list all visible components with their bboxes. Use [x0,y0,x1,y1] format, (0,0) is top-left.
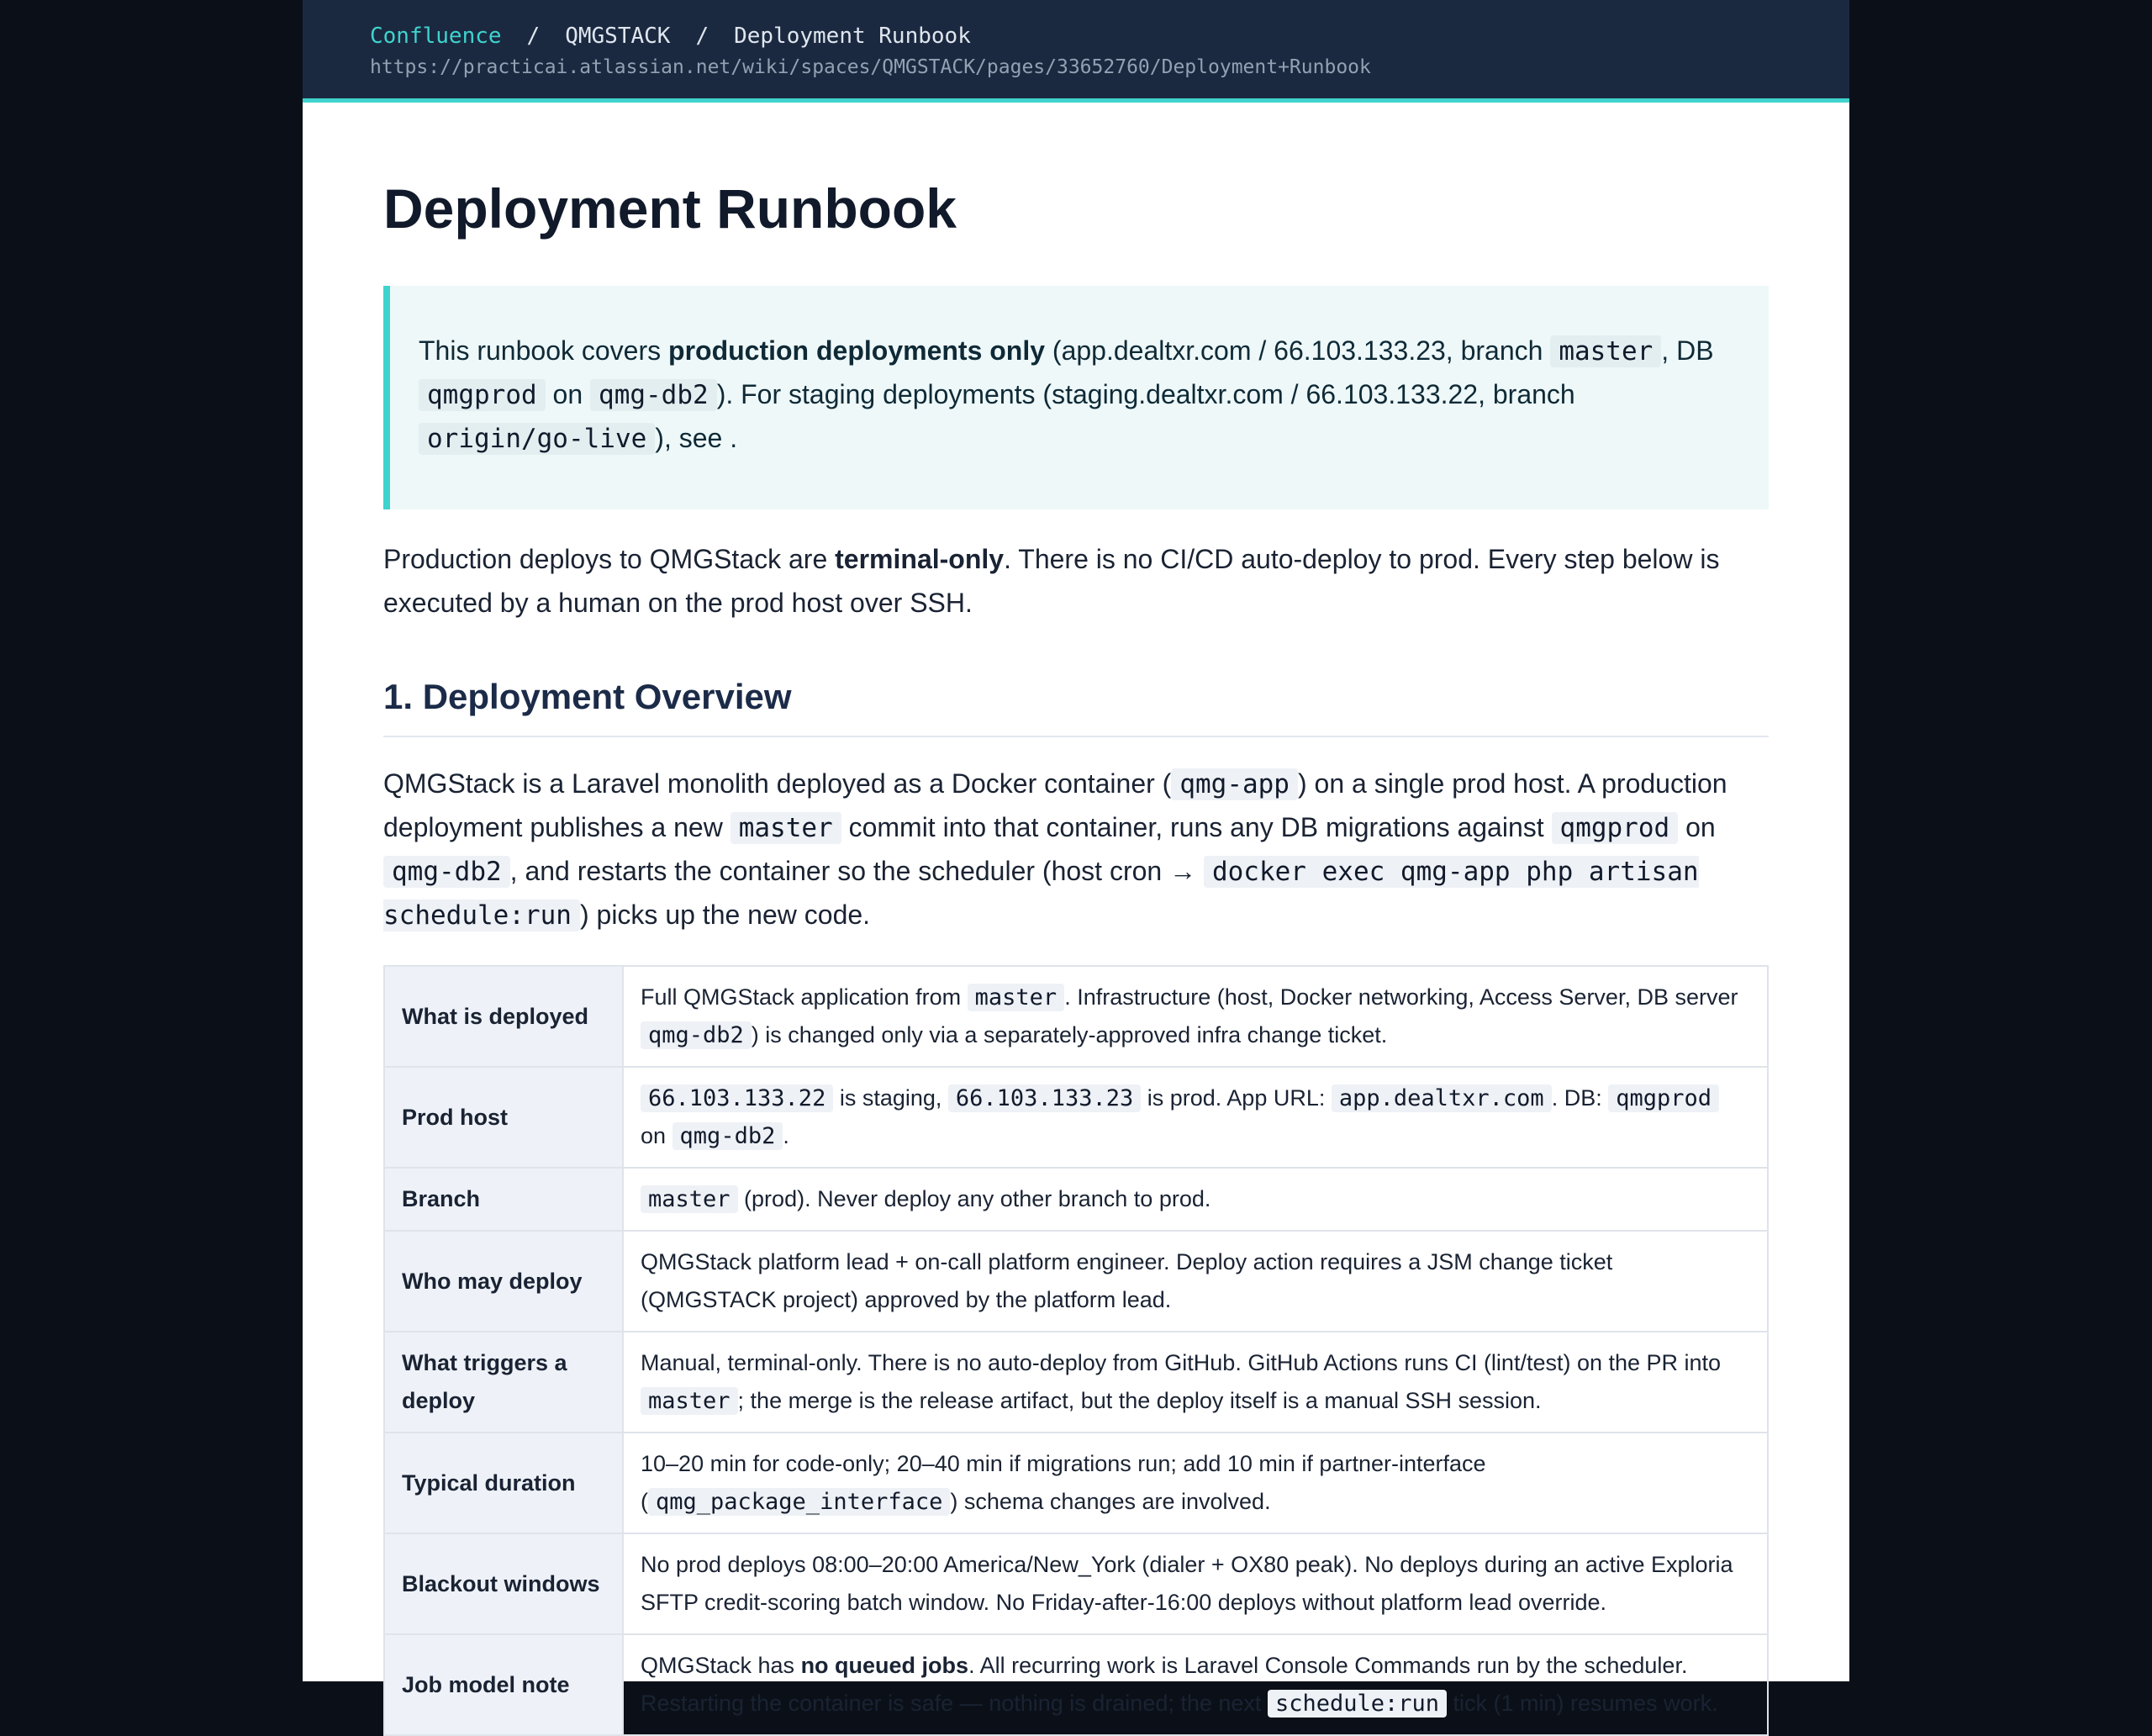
callout-text: ). For staging deployments (staging.dealtxr.com / 66.103.133.22, branch [716,379,1575,409]
row-value [623,1634,1768,1735]
paragraph-text: on [1678,812,1716,842]
table-row [384,1634,1768,1735]
cell-text: on [641,1123,672,1148]
cell-text: . All recurring work is Laravel Console Commands run by the scheduler. Restarting the container is safe — nothing is drained; the next [641,1653,1688,1716]
overview-table [383,965,1769,1736]
inline-code: qmg-db2 [672,1122,783,1150]
row-key: Who may deploy [384,1231,623,1332]
cell-text: . DB: [1551,1085,1609,1111]
callout-text: ), see . [655,423,738,453]
table-row [384,1067,1768,1168]
cell-text: (prod). Never deploy any other branch to prod. [737,1186,1211,1211]
cell-text: QMGStack has [641,1653,801,1678]
table-row [384,1533,1768,1634]
inline-code: master [968,984,1065,1011]
paragraph-text: QMGStack is a Laravel monolith deployed as a Docker container ( [383,768,1172,799]
paragraph-text: ) on a single prod host. A production deployment publishes a new [383,768,1727,842]
cell-text: 10–20 min for code-only; 20–40 min if migrations run; add 10 min if partner-interface ( [641,1451,1486,1514]
page-title: Deployment Runbook [383,177,957,240]
table-row [384,1231,1768,1332]
top-bar [303,0,1849,103]
inline-code: qmgprod [1552,812,1679,844]
table-row [384,1332,1768,1433]
breadcrumb-root-link[interactable]: Confluence [370,24,502,49]
row-key: Job model note [384,1634,623,1735]
cell-text: is prod. App URL: [1141,1085,1332,1111]
table-row [384,1433,1768,1533]
inline-code: qmg-app [1171,768,1298,800]
breadcrumb-separator: / [526,24,541,49]
inline-code: master [641,1387,738,1415]
callout-text: (app.dealtxr.com / 66.103.133.23, branch [1045,335,1551,366]
row-value [623,966,1768,1067]
paragraph-text: , and restarts the container so the scheduler (host cron → [509,856,1204,886]
table-row [384,1168,1768,1231]
cell-text: ) schema changes are involved. [950,1489,1271,1514]
cell-text: tick (1 min) resumes work. [1447,1691,1718,1716]
breadcrumb-space-link[interactable]: QMGSTACK [565,24,671,49]
inline-code: qmg-db2 [383,856,510,888]
callout-text: This runbook covers [419,335,669,366]
breadcrumb [370,22,1849,50]
inline-code: master [731,812,841,844]
row-value [623,1433,1768,1533]
inline-code: qmg-db2 [641,1021,752,1049]
paragraph-text: commit into that container, runs any DB migrations against [841,812,1552,842]
row-value [623,1332,1768,1433]
bold-text: no queued jobs [800,1653,969,1678]
cell-text: Full QMGStack application from [641,984,968,1010]
page-url: https://practicai.atlassian.net/wiki/spaces/QMGSTACK/pages/33652760/Deployment+Runbook [370,56,1371,78]
row-key: What triggers a deploy [384,1332,623,1433]
cell-text: ; the merge is the release artifact, but the deploy itself is a manual SSH session. [737,1388,1542,1413]
overview-paragraph [383,762,1769,937]
section-heading: 1. Deployment Overview [383,673,1769,737]
inline-code: app.dealtxr.com [1332,1084,1552,1112]
intro-paragraph [383,537,1769,625]
cell-text: Manual, terminal-only. There is no auto-deploy from GitHub. GitHub Actions runs CI (lint/test) on the PR into [641,1350,1722,1375]
inline-code: schedule:run [1268,1690,1447,1718]
inline-code: docker exec qmg-app php artisan schedule:run [383,857,1699,931]
cell-text: is staging, [833,1085,948,1111]
inline-code: qmg-db2 [590,379,717,411]
row-key: Typical duration [384,1433,623,1533]
row-value [623,1168,1768,1231]
bold-text: terminal-only [835,544,1005,574]
row-value [623,1067,1768,1168]
confluence-page [303,0,1849,1717]
inline-code: qmgprod [1608,1084,1719,1112]
cell-text: . Infrastructure (host, Docker networking, Access Server, DB server [1064,984,1738,1010]
callout-text: , DB [1661,335,1714,366]
inline-code: qmgprod [419,379,546,411]
row-value: No prod deploys 08:00–20:00 America/New_York (dialer + OX80 peak). No deploys during an active Exploria SFTP credit-scoring batch window. No Friday-after-16:00 deploys without platform lead override. [623,1533,1768,1634]
inline-code: master [1550,335,1661,367]
breadcrumb-page-link[interactable]: Deployment Runbook [734,24,971,49]
breadcrumb-separator: / [695,24,709,49]
callout-text: on [545,379,591,409]
info-callout [383,286,1769,509]
inline-code: origin/go-live [419,423,655,455]
inline-code: master [641,1185,738,1213]
table-row [384,966,1768,1067]
paragraph-text: . There is no CI/CD auto-deploy to prod. Every step below is executed by a human on the prod host over SSH. [383,544,1720,618]
row-key: What is deployed [384,966,623,1067]
row-key: Branch [384,1168,623,1231]
row-key: Blackout windows [384,1533,623,1634]
inline-code: 66.103.133.22 [641,1084,833,1112]
page-content [383,103,1769,1736]
callout-bold-text: production deployments only [668,335,1046,366]
cell-text: ) is changed only via a separately-approved infra change ticket. [751,1022,1388,1047]
paragraph-text: Production deploys to QMGStack are [383,544,836,574]
inline-code: qmg_package_interface [648,1488,950,1516]
row-value: QMGStack platform lead + on-call platform engineer. Deploy action requires a JSM change ticket (QMGSTACK project) approved by the platform lead. [623,1231,1768,1332]
paragraph-text: ) picks up the new code. [579,900,871,930]
inline-code: 66.103.133.23 [948,1084,1141,1112]
row-key: Prod host [384,1067,623,1168]
cell-text: . [783,1123,789,1148]
